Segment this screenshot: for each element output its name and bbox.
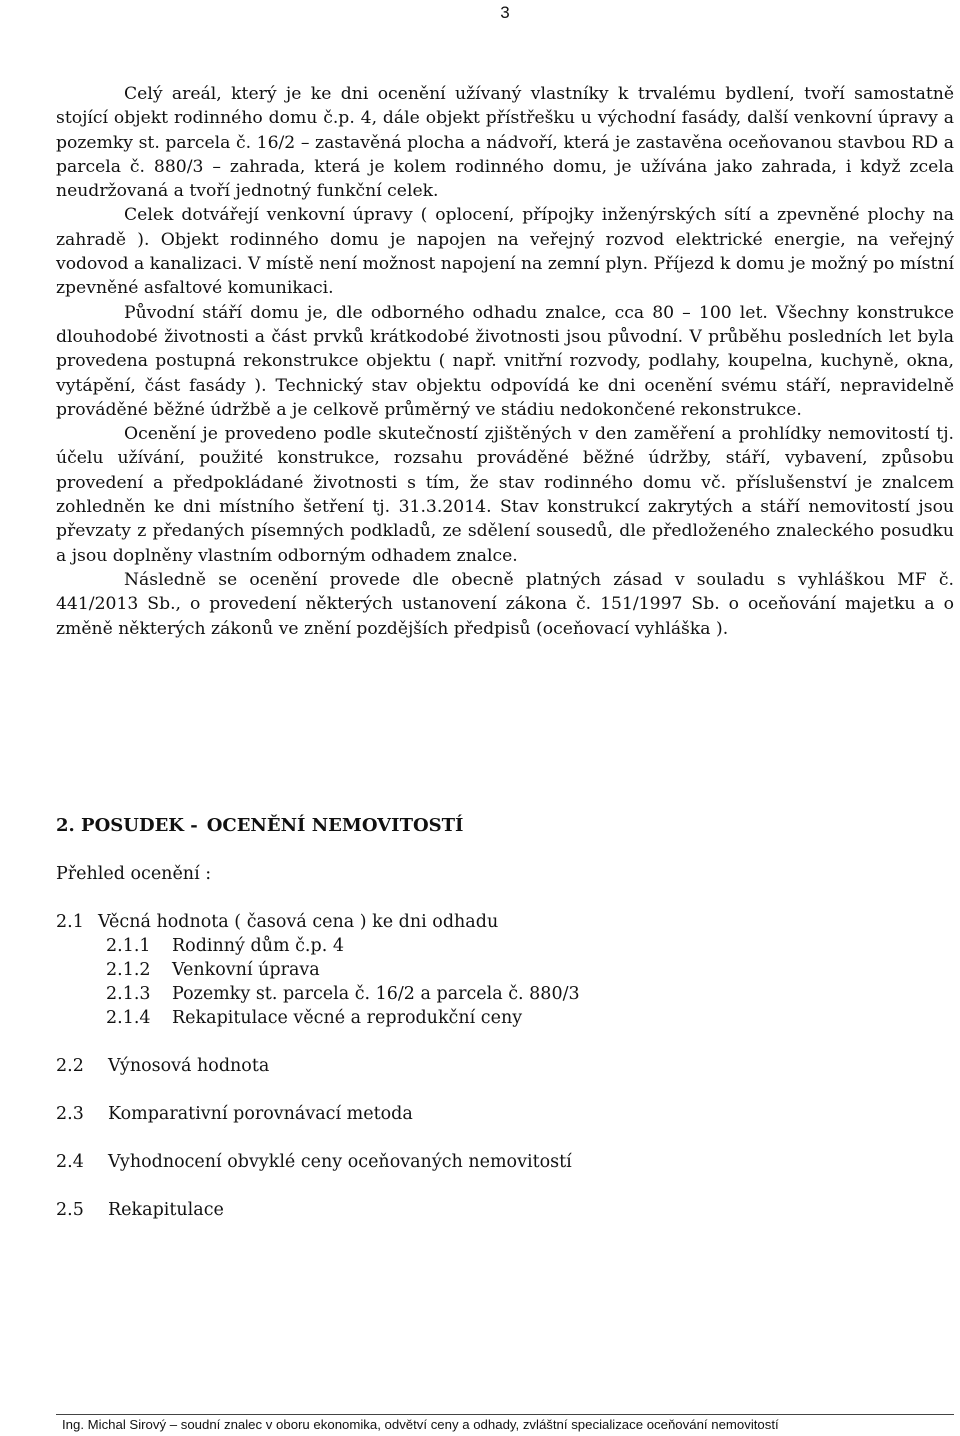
page-number: 3 [500, 3, 510, 22]
toc-label: Věcná hodnota ( časová cena ) ke dni odhadu [98, 912, 499, 932]
toc-label: Rekapitulace věcné a reprodukční ceny [172, 1008, 523, 1028]
toc-item [106, 960, 320, 980]
toc-number: 2.1.4 [106, 1008, 151, 1028]
toc-item [56, 1152, 572, 1172]
paragraph-areal: Celý areál, který je ke dni ocenění užívaný vlastníky k trvalému bydlení, tvoří samostatně stojící objekt rodinného domu č.p. 4, dále objekt přístřešku u východní fasády, další venkovní úpravy a pozemky st. parcela č. 16/2 – zastavěná plocha a nádvoří, která je zastavěna oceňovanou stavbou RD a parcela č. 880/3 – zahrada, která je kolem rodinného domu, je užívána jako zahrada, i když zcela neudržovaná a tvoří jednotný funkční celek. [56, 84, 954, 202]
toc-number: 2.2 [56, 1056, 84, 1076]
toc-number: 2.3 [56, 1104, 84, 1124]
overview-label: Přehled ocenění : [56, 864, 212, 884]
toc-number: 2.1.2 [106, 960, 151, 980]
toc-label: Venkovní úprava [172, 960, 320, 980]
section-title [56, 815, 463, 836]
toc-number: 2.1.1 [106, 936, 151, 956]
toc-number: 2.1 [56, 912, 84, 932]
toc-item [56, 1056, 269, 1076]
body-text [56, 82, 954, 641]
toc-item [106, 936, 344, 956]
footer-divider [56, 1414, 954, 1415]
toc-label: Pozemky st. parcela č. 16/2 a parcela č. 880/3 [172, 984, 580, 1004]
toc-item [56, 912, 498, 932]
paragraph-venkovni-upravy: Celek dotvářejí venkovní úpravy ( oplocení, přípojky inženýrských sítí a zpevněné plochy na zahradě ). Objekt rodinného domu je napojen na veřejný rozvod elektrické energie, na veřejný vodovod a kanalizaci. V místě není možnost napojení na zemní plyn. Příjezd k domu je možný po místní zpevněné asfaltové komunikaci. [56, 205, 954, 299]
toc-number: 2.1.3 [106, 984, 151, 1004]
footer-text: Ing. Michal Sirový – soudní znalec v oboru ekonomika, odvětví ceny a odhady, zvláštní specializace oceňování nemovitostí [62, 1417, 779, 1432]
section-title-number: 2. POSUDEK - [56, 815, 198, 836]
toc-item [56, 1104, 413, 1124]
toc-item [56, 1200, 224, 1220]
section-title-text: OCENĚNÍ NEMOVITOSTÍ [206, 815, 464, 836]
paragraph-stari-domu: Původní stáří domu je, dle odborného odhadu znalce, cca 80 – 100 let. Všechny konstrukce dlouhodobé životnosti a část prvků krátkodobé životnosti jsou původní. V průběhu posledních let byla provedena postupná rekonstrukce objektu ( např. vnitřní rozvody, podlahy, koupelna, kuchyně, okna, vytápění, část fasády ). Technický stav objektu odpovídá ke dni ocenění svému stáří, nepravidelně prováděné běžné údržbě a je celkově průměrný ve stádiu nedokončené rekonstrukce. [56, 302, 954, 420]
toc-label: Komparativní porovnávací metoda [108, 1104, 413, 1124]
toc-label: Rekapitulace [108, 1200, 224, 1220]
paragraph-vyhlaska: Následně se ocenění provede dle obecně platných zásad v souladu s vyhláškou MF č. 441/2013 Sb., o provedení některých ustanovení zákona č. 151/1997 Sb. o oceňování majetku a o změně některých zákonů ve znění pozdějších předpisů (oceňovací vyhláška ). [56, 569, 954, 639]
toc-item [106, 984, 580, 1004]
toc-number: 2.5 [56, 1200, 84, 1220]
toc-number: 2.4 [56, 1152, 84, 1172]
toc-label: Výnosová hodnota [108, 1056, 270, 1076]
toc-label: Vyhodnocení obvyklé ceny oceňovaných nemovitostí [108, 1152, 572, 1172]
toc-item [106, 1008, 522, 1028]
toc-label: Rodinný dům č.p. 4 [172, 936, 344, 956]
paragraph-oceneni: Ocenění je provedeno podle skutečností zjištěných v den zaměření a prohlídky nemovitostí tj. účelu užívání, použité konstrukce, rozsahu prováděné běžné údržby, stáří, vybavení, způsobu provedení a předpokládané životnosti s tím, že stav rodinného domu vč. příslušenství je znalcem zohledněn ke dni místního šetření tj. 31.3.2014. Stav konstrukcí zakrytých a stáří nemovitostí jsou převzaty z předaných písemných podkladů, ze sdělení sousedů, dle předloženého znaleckého posudku a jsou doplněny vlastním odborným odhadem znalce. [56, 424, 954, 566]
